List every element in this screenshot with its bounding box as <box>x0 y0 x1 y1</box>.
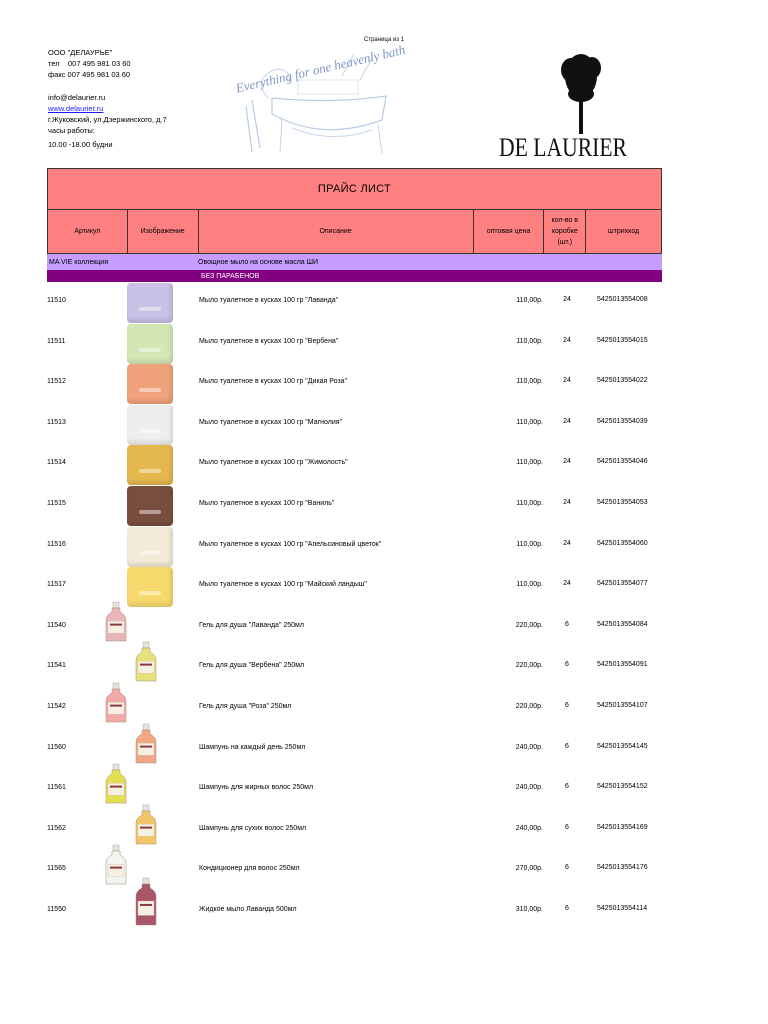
soap-bar-image <box>127 486 173 526</box>
soap-stamp-icon <box>139 551 161 555</box>
collection-row <box>47 254 662 270</box>
product-price: 220,00р. <box>515 662 543 670</box>
table-row <box>47 283 662 324</box>
no-parabens-label: БЕЗ ПАРАБЕНОВ <box>201 272 260 280</box>
product-article: 11560 <box>47 743 66 751</box>
product-qty: 24 <box>563 498 571 506</box>
product-description: Мыло туалетное в кусках 100 гр "Дикая Роза" <box>199 378 348 386</box>
product-qty: 6 <box>565 783 569 791</box>
product-price: 110,00р. <box>516 499 543 507</box>
header-price: оптовая цена <box>474 210 545 253</box>
logo-slogan-text: Everything for one heavenly bath <box>234 41 407 96</box>
soap-stamp-icon <box>139 307 161 311</box>
product-price: 270,00р. <box>515 865 543 873</box>
bottle-image <box>105 845 127 885</box>
product-article: 11513 <box>47 418 66 426</box>
soap-bar-image <box>127 567 173 607</box>
product-barcode: 5425013554060 <box>597 539 648 547</box>
table-row <box>47 486 662 527</box>
product-description: Мыло туалетное в кусках 100 гр "Вербена" <box>199 337 339 345</box>
product-price: 240,00р. <box>515 824 543 832</box>
header-image: Изображение <box>128 210 199 253</box>
product-description: Мыло туалетное в кусках 100 гр "Майский ландыш" <box>199 581 367 589</box>
product-barcode: 5425013554107 <box>597 701 648 709</box>
header-article: Артикул <box>48 210 128 253</box>
product-qty: 24 <box>563 458 571 466</box>
table-row <box>47 811 662 852</box>
header-description: Описание <box>199 210 474 253</box>
soap-bar-image <box>127 283 173 323</box>
product-article: 11510 <box>47 297 66 304</box>
product-description: Жидкое мыло Лаванда 500мл <box>199 905 297 913</box>
bottle-image <box>105 683 127 723</box>
product-rows <box>47 283 662 933</box>
company-fax: факс 007 495 981 03 60 <box>48 70 131 79</box>
product-price: 110,00р. <box>516 540 543 548</box>
product-barcode: 5425013554008 <box>597 296 648 303</box>
soap-bar-image <box>127 405 173 445</box>
delaurier-brand-logo <box>497 52 629 160</box>
product-qty: 24 <box>563 296 571 303</box>
soap-stamp-icon <box>139 388 161 392</box>
header-barcode: штрихкод <box>608 228 640 235</box>
price-list-title: ПРАЙС ЛИСТ <box>47 168 662 210</box>
product-article: 11517 <box>47 581 66 589</box>
product-description: Мыло туалетное в кусках 100 гр "Жимолость" <box>199 459 348 467</box>
product-qty: 6 <box>565 864 569 872</box>
header-qty: кол-во в коробке (шт.) <box>544 210 586 253</box>
product-price: 310,00р. <box>515 905 543 913</box>
product-article: 11540 <box>47 621 66 629</box>
product-barcode: 5425013554053 <box>597 498 648 506</box>
product-price: 240,00р. <box>515 743 543 751</box>
collection-name: MA VIE коллекция <box>49 258 109 266</box>
soap-stamp-icon <box>139 469 161 473</box>
product-description: Шампунь на каждый день 250мл <box>199 743 306 751</box>
product-article: 11516 <box>47 540 66 548</box>
soap-stamp-icon <box>139 348 161 352</box>
bottle-image <box>105 764 127 804</box>
product-price: 220,00р. <box>515 621 543 629</box>
product-barcode: 5425013554084 <box>597 620 648 628</box>
product-description: Мыло туалетное в кусках 100 гр "Ваниль" <box>199 499 335 507</box>
product-description: Мыло туалетное в кусках 100 гр "Лаванда" <box>199 297 339 304</box>
table-row <box>47 892 662 933</box>
product-price: 110,00р. <box>516 418 543 426</box>
company-hours: 10.00 -18.00 будни <box>48 140 113 149</box>
product-description: Мыло туалетное в кусках 100 гр "Апельсиновый цветок" <box>199 540 382 548</box>
soap-stamp-icon <box>139 591 161 595</box>
page-number-label: Страница из 1 <box>364 37 404 43</box>
product-barcode: 5425013554114 <box>597 904 648 912</box>
product-price: 240,00р. <box>515 784 543 792</box>
product-description: Гель для душа "Вербена" 250мл <box>199 662 305 670</box>
company-website-link[interactable]: www.delaurier.ru <box>48 104 104 113</box>
product-barcode: 5425013554169 <box>597 823 648 831</box>
product-price: 220,00р. <box>515 702 543 710</box>
table-header-row <box>47 210 662 254</box>
product-price: 110,00р. <box>516 581 543 589</box>
bottle-image <box>105 602 127 642</box>
product-description: Мыло туалетное в кусках 100 гр "Магнолия" <box>199 418 343 426</box>
product-qty: 24 <box>563 336 571 344</box>
product-article: 11562 <box>47 824 66 832</box>
product-qty: 24 <box>563 580 571 588</box>
bottle-image <box>135 878 157 926</box>
price-list-table <box>47 168 662 282</box>
product-price: 110,00р. <box>516 459 543 467</box>
product-qty: 6 <box>565 742 569 750</box>
soap-bar-image <box>127 527 173 567</box>
soap-bar-image <box>127 324 173 364</box>
product-barcode: 5425013554077 <box>597 580 648 588</box>
product-qty: 6 <box>565 661 569 669</box>
product-barcode: 5425013554091 <box>597 661 648 669</box>
product-qty: 6 <box>565 701 569 709</box>
table-row <box>47 567 662 608</box>
company-info <box>48 47 167 150</box>
soap-bar-image <box>127 445 173 485</box>
product-article: 11550 <box>47 905 66 913</box>
company-address: г.Жуковский, ул.Дзержинского, д.7 <box>48 115 167 124</box>
product-price: 110,00р. <box>516 337 543 345</box>
product-barcode: 5425013554015 <box>597 336 648 344</box>
table-row <box>47 445 662 486</box>
product-article: 11511 <box>47 337 66 345</box>
product-article: 11515 <box>47 499 66 507</box>
product-barcode: 5425013554046 <box>597 458 648 466</box>
bottle-image <box>135 724 157 764</box>
product-barcode: 5425013554152 <box>597 783 648 791</box>
company-hours-label: часы работы: <box>48 126 95 135</box>
product-qty: 6 <box>565 823 569 831</box>
table-row <box>47 364 662 405</box>
company-name: ООО "ДЕЛАУРЬЕ" <box>48 48 113 57</box>
product-barcode: 5425013554022 <box>597 377 648 385</box>
product-qty: 24 <box>563 539 571 547</box>
product-article: 11541 <box>47 662 66 670</box>
product-barcode: 5425013554145 <box>597 742 648 750</box>
product-qty: 6 <box>565 620 569 628</box>
product-article: 11514 <box>47 459 66 467</box>
product-description: Кондиционер для волос 250мл <box>199 865 300 873</box>
soap-stamp-icon <box>139 510 161 514</box>
product-barcode: 5425013554039 <box>597 417 648 425</box>
company-phone: тел 007 495 981 03 60 <box>48 59 131 68</box>
product-description: Шампунь для сухих волос 250мл <box>199 824 307 832</box>
product-description: Гель для душа "Роза" 250мл <box>199 702 292 710</box>
product-description: Гель для душа "Лаванда" 250мл <box>199 621 304 629</box>
product-qty: 6 <box>565 904 569 912</box>
product-qty: 24 <box>563 377 571 385</box>
table-row <box>47 648 662 689</box>
bottle-image <box>135 805 157 845</box>
company-email: info@delaurier.ru <box>48 93 106 102</box>
bottle-image <box>135 642 157 682</box>
product-article: 11542 <box>47 702 66 710</box>
table-row <box>47 324 662 365</box>
product-price: 110,00р. <box>516 297 543 304</box>
product-article: 11565 <box>47 865 66 873</box>
table-row <box>47 405 662 446</box>
soap-stamp-icon <box>139 429 161 433</box>
collection-description: Овощное мыло на основе масла ШИ <box>198 258 319 266</box>
product-qty: 24 <box>563 417 571 425</box>
product-price: 110,00р. <box>516 378 543 386</box>
product-article: 11561 <box>47 784 66 792</box>
product-description: Шампунь для жирных волос 250мл <box>199 784 314 792</box>
soap-bar-image <box>127 364 173 404</box>
product-article: 11512 <box>47 378 66 386</box>
brand-name-text: DE LAURIER <box>499 133 628 162</box>
no-parabens-banner <box>47 270 662 282</box>
table-row <box>47 527 662 568</box>
product-barcode: 5425013554176 <box>597 864 648 872</box>
table-row <box>47 730 662 771</box>
